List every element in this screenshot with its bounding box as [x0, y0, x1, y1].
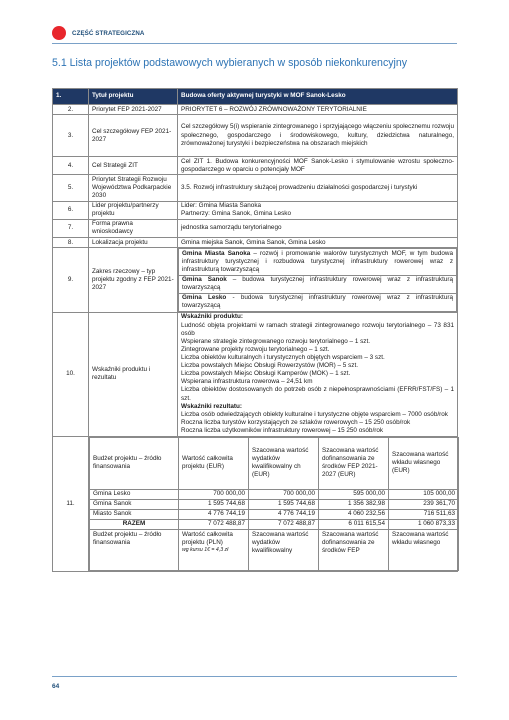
- row-num: 4.: [53, 157, 89, 175]
- row-value: 3.5. Rozwój infrastruktury służącej prowadzeniu działalności gospodarczej i turystyki: [178, 175, 458, 201]
- scope-item: Gmina Miasta Sanoka – rozwój i promowanie walorów turystycznych MOF, w tym budowa infrastruktury turystycznej i rozbudowa turystycznej infrastruktury rowerowej wraz z infrastrukturą towarzyszącą: [179, 249, 457, 275]
- row-label: Priorytet FEP 2021-2027: [89, 105, 178, 115]
- row-label: Lider projektu/partnerzy projektu: [89, 201, 178, 219]
- row-num: 3.: [53, 115, 89, 157]
- budget-col-header: Wartość całkowita projektu (PLN) wg kursu 1€ = 4,3 zł: [179, 530, 249, 571]
- budget-label: Budżet projektu – źródło finansowania: [90, 437, 179, 489]
- budget-cell: [89, 436, 458, 571]
- table-row: [53, 219, 458, 237]
- section-header: [52, 26, 145, 40]
- table-header-row: [53, 89, 458, 105]
- row-num: 7.: [53, 219, 89, 237]
- row-value: PRIORYTET 6 – ROZWÓJ ZRÓWNOWAŻONY TERYTORIALNIE: [178, 105, 458, 115]
- row-label: Cel szczegółowy FEP 2021-2027: [89, 115, 178, 157]
- row-num: 8.: [53, 238, 89, 248]
- budget-col-header: Szacowana wartość dofinansowania ze środków FEP 2021-2027 (EUR): [319, 437, 389, 489]
- indicator-line: Liczba powstałych Miejsc Obsługi Kamperów (MOK) – 1 szt.: [181, 370, 351, 378]
- indicator-line: Liczba powstałych Miejsc Obsługi Rowerzystów (MOR) – 5 szt.: [181, 362, 358, 370]
- budget-col-header: Szacowana wartość wkładu własnego: [389, 530, 459, 571]
- section-label: CZĘŚĆ STRATEGICZNA: [72, 29, 145, 37]
- table-row: [53, 201, 458, 219]
- row-value: Cel szczegółowy 5(i) wspieranie zintegrowanego i sprzyjającego włączeniu społecznemu rozwoju społecznego, gospodarczego i środowiskowego, kultury, dziedzictwa naturalnego, zrównoważonej turystyki i bezpieczeństwa na obszarach miejskich: [178, 115, 458, 157]
- row-num: 11.: [53, 436, 89, 571]
- page-title: 5.1 Lista projektów podstawowych wybieranych w sposób niekonkurencyjny: [52, 57, 408, 69]
- scope-item: Gmina Lesko - budowa turystycznej infrastruktury rowerowej wraz z infrastrukturą towarzyszącą: [179, 293, 457, 311]
- budget-row: Gmina Lesko 700 000,00 700 000,00 595 000,00 105 000,00: [90, 489, 459, 499]
- row-num: 6.: [53, 201, 89, 219]
- header-value: Budowa oferty aktywnej turystyki w MOF Sanok-Lesko: [178, 89, 458, 105]
- partners-text: Partnerzy: Gmina Sanok, Gmina Lesko: [181, 210, 292, 218]
- indicator-line: Wspierana infrastruktura rowerowa – 24,51 km: [181, 378, 313, 386]
- row-value: jednostka samorządu terytorialnego: [178, 219, 458, 237]
- exchange-rate-note: wg kursu 1€ = 4,3 zł: [182, 546, 229, 553]
- indicator-line: Wspierane strategie zintegrowanego rozwoju terytorialnego – 1 szt.: [181, 337, 371, 345]
- page-number: 64: [52, 683, 60, 690]
- budget-col-header: Szacowana wartość wydatków kwalifikowalny: [249, 530, 319, 571]
- table-row: [53, 238, 458, 248]
- indicator-line: Liczba obiektów kulturalnych i turystycznych objętych wsparciem – 3 szt.: [181, 354, 385, 362]
- header-label: Tytuł projektu: [89, 89, 178, 105]
- row-num: 2.: [53, 105, 89, 115]
- indicator-line: Roczna liczba turystów korzystających ze szlaków rowerowych – 15 250 osób/rok: [181, 418, 411, 426]
- row-label: Priorytet Strategii Rozwoju Województwa Podkarpackie 2030: [89, 175, 178, 201]
- budget-label-pln: Budżet projektu – źródło finansowania: [90, 530, 179, 571]
- table-row-scope: [53, 248, 458, 313]
- result-indicators-heading: Wskaźniki rezultatu:: [181, 402, 242, 410]
- budget-col-header: Szacowana wartość dofinansowania ze środków FEP: [319, 530, 389, 571]
- indicator-line: Liczba obiektów dostosowanych do potrzeb osób z niepełnosprawnościami (EFRR/FST/FS) – 1 szt.: [181, 386, 454, 402]
- table-row: [53, 175, 458, 201]
- budget-total-row: RAZEM 7 072 488,87 7 072 488,87 6 011 615,54 1 060 873,33: [90, 519, 459, 529]
- header-divider: [52, 43, 457, 44]
- budget-row: Miasto Sanok 4 776 744,19 4 776 744,19 4 060 232,56 716 511,63: [90, 509, 459, 519]
- row-label: Cel Strategii ZIT: [89, 157, 178, 175]
- scope-cell: [178, 248, 458, 313]
- table-row-budget: [53, 436, 458, 571]
- header-num: 1.: [53, 89, 89, 105]
- row-value: [178, 201, 458, 219]
- row-num: 10.: [53, 312, 89, 436]
- table-row-indicators: [53, 312, 458, 436]
- scope-item: Gmina Sanok – budowa turystycznej infrastruktury rowerowej wraz z infrastrukturą towarzyszącą: [179, 275, 457, 293]
- budget-col-header: Wartość całkowita projektu (EUR): [179, 437, 249, 489]
- leader-text: Lider: Gmina Miasta Sanoka: [181, 202, 262, 210]
- budget-col-header: Szacowana wartość wkładu własnego (EUR): [389, 437, 459, 489]
- row-label: Lokalizacja projektu: [89, 238, 178, 248]
- row-num: 5.: [53, 175, 89, 201]
- table-row: [53, 105, 458, 115]
- row-value: Cel ZIT 1. Budowa konkurencyjności MOF Sanok-Lesko i stymulowanie wzrostu społeczno-gospodarczego w oparciu o potencjały MOF: [178, 157, 458, 175]
- row-num: 9.: [53, 248, 89, 313]
- budget-col-header: Szacowana wartość wydatków kwalifikowalny ch (EUR): [249, 437, 319, 489]
- product-indicators-heading: Wskaźniki produktu:: [181, 313, 244, 321]
- indicator-line: Ludność objęta projektami w ramach strategii zintegrowanego rozwoju terytorialnego – 73 831 osób: [181, 321, 454, 337]
- red-dot-icon: [52, 26, 66, 40]
- budget-row: Gmina Sanok 1 595 744,68 1 595 744,68 1 356 382,98 239 361,70: [90, 499, 459, 509]
- indicator-line: Liczba osób odwiedzających obiekty kulturalne i turystyczne objęte wsparciem – 7000 osób/rok: [181, 410, 448, 418]
- budget-table: [89, 437, 459, 571]
- row-label: Zakres rzeczowy – typ projektu zgodny z FEP 2021-2027: [89, 248, 178, 313]
- row-value: Gmina miejska Sanok, Gmina Sanok, Gmina Lesko: [178, 238, 458, 248]
- table-row: [53, 157, 458, 175]
- footer-divider: [52, 676, 457, 677]
- table-row: [53, 115, 458, 157]
- indicator-line: Roczna liczba użytkowników infrastruktury rowerowej – 15 250 osób/rok: [181, 427, 384, 434]
- row-label: Wskaźniki produktu i rezultatu: [89, 312, 178, 436]
- row-label: Forma prawna wnioskodawcy: [89, 219, 178, 237]
- indicators-cell: [178, 312, 458, 436]
- project-table: [52, 88, 458, 572]
- indicator-line: Zintegrowane projekty rozwoju terytorialnego – 1 szt.: [181, 345, 330, 353]
